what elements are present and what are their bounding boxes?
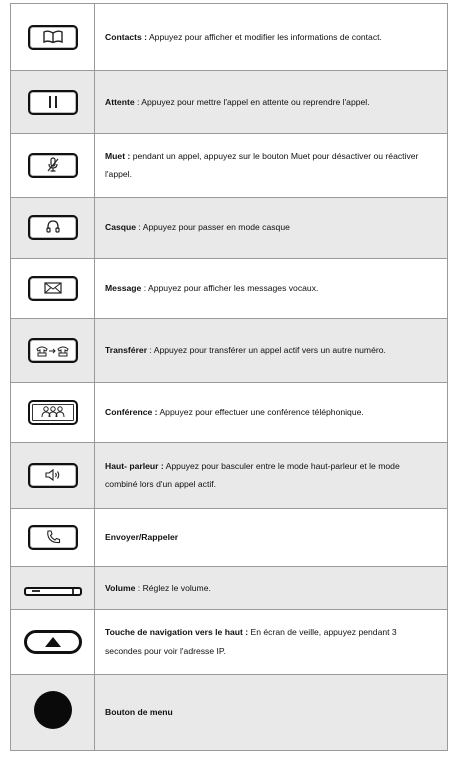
headset-icon	[45, 219, 61, 235]
headset-key	[28, 215, 78, 240]
row-text: Appuyez pour afficher et modifier les informations de contact.	[147, 31, 382, 42]
row-text: : Réglez le volume.	[135, 582, 211, 593]
table-row	[11, 442, 447, 508]
row-text: : Appuyez pour afficher les messages vocaux.	[141, 283, 319, 294]
volume-bar-icon	[24, 587, 82, 596]
up-navigation-key	[24, 630, 82, 654]
table-row	[11, 197, 447, 258]
row-term: Envoyer/Rappeler	[105, 532, 179, 543]
up-navigation-icon	[44, 636, 62, 648]
table-row	[11, 383, 447, 443]
speaker-key	[28, 463, 78, 488]
mute-key	[28, 153, 78, 178]
row-term: Touche de navigation vers le haut :	[105, 627, 249, 638]
contacts-book-icon	[42, 30, 64, 44]
row-term: Casque	[105, 222, 137, 233]
table-row	[11, 258, 447, 319]
menu-button-icon	[34, 691, 72, 729]
hold-pause-icon	[46, 95, 60, 109]
keys-table	[11, 4, 447, 750]
row-term: Transférer	[105, 345, 148, 356]
row-text: En écran de veille, appuyez pendant 3 secondes pour voir l'adresse IP.	[105, 627, 397, 656]
table-row	[11, 319, 447, 383]
row-text: : Appuyez pour transférer un appel actif vers un autre numéro.	[147, 345, 386, 356]
row-text: : Appuyez pour passer en mode casque	[136, 222, 290, 233]
table-row	[11, 674, 447, 750]
row-term: Attente	[105, 96, 135, 107]
table-row	[11, 71, 447, 134]
conference-people-icon	[40, 405, 66, 419]
handset-send-icon	[45, 530, 61, 544]
message-key	[28, 276, 78, 301]
speaker-icon	[44, 468, 62, 482]
table-row	[11, 567, 447, 610]
message-envelope-icon	[44, 282, 62, 294]
row-term: Message	[105, 283, 142, 294]
table-row	[11, 508, 447, 567]
contacts-key	[28, 25, 78, 50]
table-row	[11, 609, 447, 674]
row-text: : Appuyez pour mettre l'appel en attente ou reprendre l'appel.	[134, 96, 370, 107]
row-text: Appuyez pour effectuer une conférence téléphonique.	[157, 407, 364, 418]
row-term: Contacts :	[105, 31, 148, 42]
send-key	[28, 525, 78, 550]
transfer-phones-icon	[35, 344, 71, 358]
row-term: Muet :	[105, 150, 131, 161]
table-row	[11, 4, 447, 71]
hold-key	[28, 90, 78, 115]
row-term: Conférence :	[105, 407, 158, 418]
transfer-key	[28, 338, 78, 363]
mute-microphone-icon	[46, 157, 60, 173]
row-term: Volume	[105, 582, 136, 593]
row-term: Haut- parleur :	[105, 460, 164, 471]
row-text: pendant un appel, appuyez sur le bouton Muet pour désactiver ou réactiver l'appel.	[105, 150, 419, 180]
row-text: Appuyez pour basculer entre le mode haut-parleur et le mode combiné lors d'un appel actif.	[105, 460, 400, 490]
conference-key	[28, 400, 78, 425]
table-row	[11, 134, 447, 198]
row-term: Bouton de menu	[105, 707, 173, 718]
key-reference-table	[10, 3, 448, 751]
